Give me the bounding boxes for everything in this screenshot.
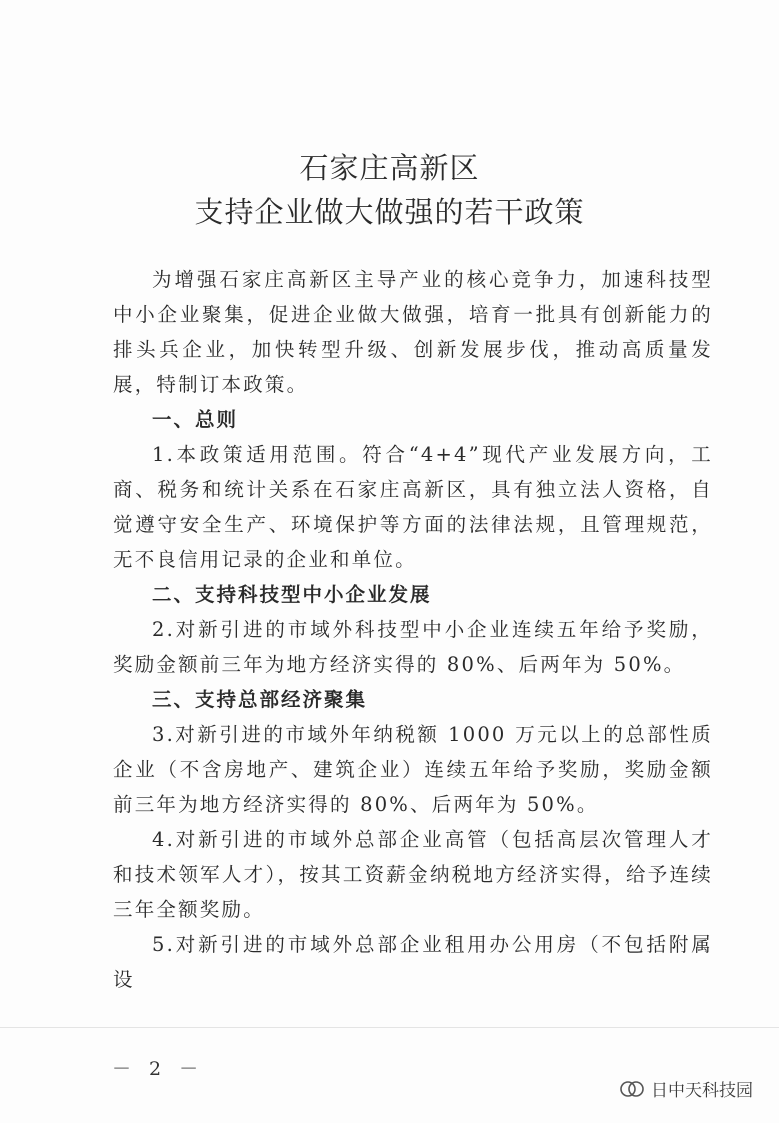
document-title-line2: 支持企业做大做强的若干政策 bbox=[194, 195, 585, 229]
document-title-line1: 石家庄高新区 bbox=[299, 151, 480, 185]
paragraph: 2.对新引进的市域外科技型中小企业连续五年给予奖励，奖励金额前三年为地方经济实得的 80%、后两年为 50%。 bbox=[113, 618, 713, 676]
paragraph: 1.本政策适用范围。符合“4+4”现代产业发展方向，工商、税务和统计关系在石家庄高新区，具有独立法人资格，自觉遵守安全生产、环境保护等方面的法律法规，且管理规范，无不良信用记录的企业和单位。 bbox=[113, 443, 713, 571]
section-heading: 一、总则 bbox=[152, 408, 239, 431]
document-body bbox=[113, 262, 713, 997]
paragraph: 4.对新引进的市域外总部企业高管（包括高层次管理人才和技术领军人才），按其工资薪金纳税地方经济实得，给予连续三年全额奖励。 bbox=[113, 828, 713, 921]
page-number: － 2 － bbox=[112, 1058, 205, 1080]
divider bbox=[0, 1027, 779, 1028]
paragraph: 5.对新引进的市域外总部企业租用办公用房（不包括附属设 bbox=[113, 933, 713, 991]
section-heading: 三、支持总部经济聚集 bbox=[152, 688, 368, 711]
section-heading: 二、支持科技型中小企业发展 bbox=[152, 583, 432, 606]
wechat-channel-icon bbox=[619, 1078, 645, 1100]
watermark bbox=[619, 1076, 753, 1101]
paragraph: 3.对新引进的市域外年纳税额 1000 万元以上的总部性质企业（不含房地产、建筑企业）连续五年给予奖励，奖励金额前三年为地方经济实得的 80%、后两年为 50%。 bbox=[113, 723, 713, 816]
paragraph: 为增强石家庄高新区主导产业的核心竞争力，加速科技型中小企业聚集，促进企业做大做强，培育一批具有创新能力的排头兵企业，加快转型升级、创新发展步伐，推动高质量发展，特制订本政策。 bbox=[113, 268, 713, 396]
watermark-text: 日中天科技园 bbox=[651, 1081, 753, 1101]
